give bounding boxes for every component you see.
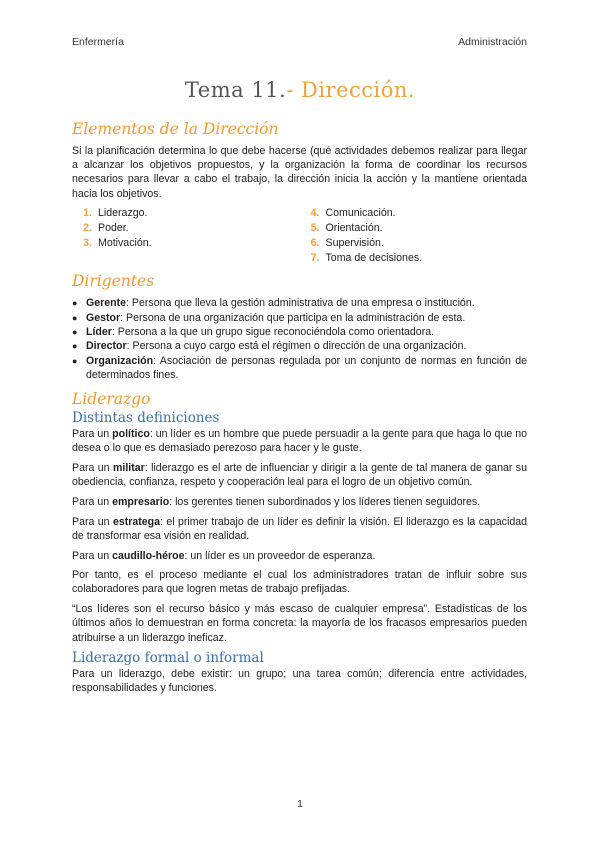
title-number: Tema 11. (184, 78, 287, 102)
list-item: 5. Orientación. (310, 222, 383, 235)
list-item: 3. Motivación. (83, 237, 152, 250)
list-item: 4. Comunicación. (310, 207, 396, 220)
elements-list-right (300, 206, 528, 266)
bullet-icon: ● (72, 341, 78, 352)
header-subject: Enfermería (72, 36, 124, 48)
elements-list-left (72, 206, 300, 266)
list-item: 1. Liderazgo. (83, 207, 148, 220)
document-body (72, 118, 527, 701)
list-item: ● Gestor: Persona de una organización que participa en la administración de esta. (72, 311, 466, 324)
definition-paragraph: Para un caudillo-héroe: un líder es un proveedor de esperanza. (72, 549, 376, 562)
list-item: 6. Supervisión. (310, 237, 384, 250)
list-item: ● Organización: Asociación de personas regulada por un conjunto de normas en función de determinados fines. (72, 354, 527, 381)
quote-paragraph: “Los líderes son el recurso básico y más escaso de cualquier empresa”. Estadísticas de los últimos años lo demuestran en forma concreta: la mayoría de los fracasos empresarios pueden atribuirse a un liderazgo ineficaz. (72, 603, 527, 644)
bullet-icon: ● (72, 312, 78, 323)
header-course: Administración (458, 36, 527, 48)
list-item: ● Gerente: Persona que lleva la gestión administrativa de una empresa o institución. (72, 297, 475, 310)
bullet-icon: ● (72, 326, 78, 337)
definition-paragraph: Para un estratega: el primer trabajo de un líder es definir la visión. El liderazgo es la capacidad de transformar esa visión en realidad. (72, 515, 527, 542)
subheading-definiciones: Distintas definiciones (72, 410, 220, 427)
section-heading-elementos: Elementos de la Dirección (72, 120, 279, 138)
summary-paragraph: Por tanto, es el proceso mediante el cual los administradores tratan de influir sobre sus colaboradores para que logren metas de trabajo prefijadas. (72, 569, 527, 596)
list-item: ● Líder: Persona a la que un grupo sigue reconociéndola como orientadora. (72, 325, 435, 338)
list-item: ● Director: Persona a cuyo cargo está el régimen o dirección de una organización. (72, 340, 467, 353)
formal-paragraph: Para un liderazgo, debe existir: un grupo; una tarea común; diferencia entre actividades, responsabilidades y funciones. (72, 668, 527, 695)
definition-paragraph: Para un militar: liderazgo es el arte de influenciar y dirigir a la gente de tal manera de ganar su obediencia, confianza, respeto y cooperación leal para el logro de un objetivo común. (72, 462, 527, 489)
list-item: 2. Poder. (83, 222, 129, 235)
definition-paragraph: Para un político: un líder es un hombre que puede persuadir a la gente para que haga lo que no desea o lo que es demasiado perezoso para hacer y le guste. (72, 428, 527, 455)
list-item: 7. Toma de decisiones. (310, 252, 423, 265)
title-topic: - Dirección. (286, 78, 416, 102)
bullet-icon: ● (72, 355, 78, 366)
page-number: 1 (297, 798, 303, 810)
intro-paragraph: Si la planificación determina lo que debe hacerse (qué actividades debemos realizar para llegar a alcanzar los objetivos propuestos, y la organización la forma de coordinar los recursos necesarios para llevar a cabo el trabajo, la dirección inicia la acción y la mantiene orientada hacia los objetivos. (72, 145, 527, 200)
page-title (0, 78, 600, 102)
bullet-icon: ● (72, 298, 78, 309)
elements-list (72, 206, 527, 266)
section-heading-dirigentes: Dirigentes (72, 272, 155, 291)
section-heading-liderazgo: Liderazgo (72, 390, 151, 409)
dirigentes-list (72, 296, 527, 382)
definition-paragraph: Para un empresario: los gerentes tienen subordinados y los líderes tienen seguidores. (72, 495, 481, 508)
subheading-formal-informal: Liderazgo formal o informal (72, 650, 264, 667)
